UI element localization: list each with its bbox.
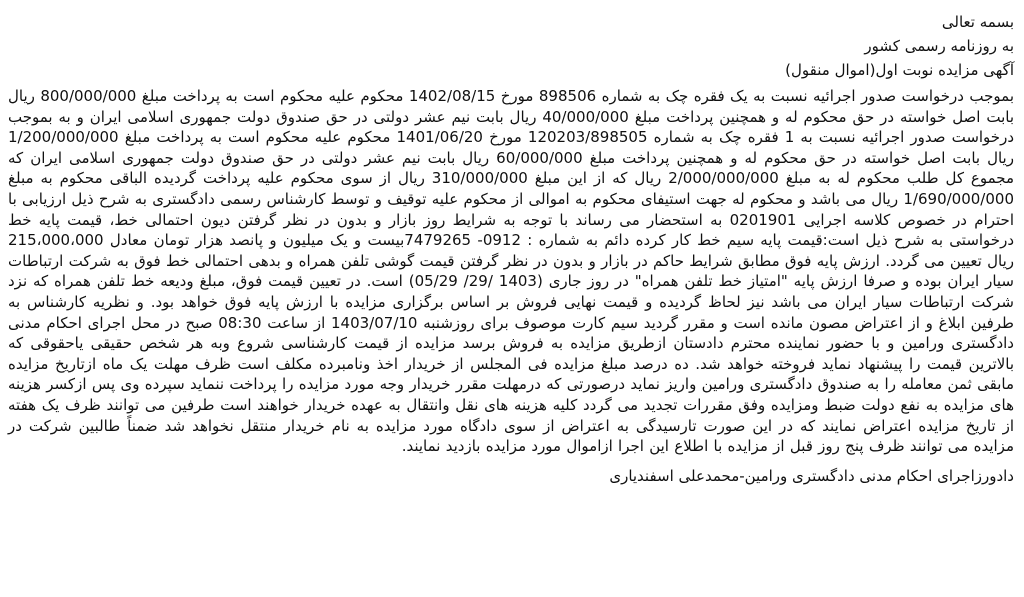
- signature-line: دادورزاجرای احکام مدنی دادگستری ورامین-محمدعلی اسفندیاری: [609, 466, 1014, 485]
- recipient-line: به روزنامه رسمی کشور: [864, 37, 1014, 55]
- notice-body: بموجب درخواست صدور اجرائیه نسبت به یک فقره چک به شماره 898506 مورخ 1402/08/15 محکوم علیه محکوم است به پرداخت مبلغ 800/000/000 ریال بابت اصل خواسته در حق محکوم له و همچنین پرداخت مبلغ 40/000/000 ریال بابت نیم عشر دولتی در حق صندوق دولت جمهوری اسلامی ایران و به بموجب درخواست صدور اجرائیه نسبت به 1 فقره چک به شماره 120203/898505 مورخ 1401/06/20 محکوم علیه محکوم است به پرداخت مبلغ 1/200/000/000 ریال بابت اصل خواسته در حق محکوم له و همچنین پرداخت مبلغ 60/000/000 ریال بابت نیم عشر دولتی در حق صندوق دولت جمهوری اسلامی ایران که مجموع کل طلب محکوم له به مبلغ 2/000/000/000 ریال که از این مبلغ 310/000/000 ریال از سوی محکوم علیه پرداخت گردیده الباقی محکوم به مبلغ 1/690/000/000 ریال می باشد و محکوم له جهت استیفای محکوم به اموالی از محکوم علیه توقیف و توسط کارشناس رسمی دادگستری به شرح ذیل ارزیابی با احترام در خصوص کلاسه اجرایی 0201901 به استحضار می رساند با توجه به شرایط روز بازار و بدون در نظر گرفتن دیون احتمالی خط، قیمت پایه خط درخواستی به شرح ذیل است:قیمت پایه سیم خط کار کرده دائم به شماره : 0912- 7479265بیست و یک میلیون و پانصد هزار تومان معادل 215،000،000 ریال تعیین می گردد. ارزش پایه فوق مطابق شرایط حاکم در بازار و بدون در نظر گرفتن قیمت گوشی تلفن همراه و بدهی احتمالی خط فوق به شرکت ارتباطات سیار ایران بوده و صرفا ارزش پایه "امتیاز خط تلفن همراه" در روز جاری (1403 /29/ 05/29) است. در تعیین قیمت فوق، مبلغ ودیعه خط تلفن همراه که نزد شرکت ارتباطات سیار ایران می باشد نیز لحاظ گردیده و قیمت نهایی فروش بر اساس برگزاری مزایده با ارزش پایه فوق خواهد بود. و نظریه کارشناس به طرفین ابلاغ و از اعتراض مصون مانده است و مقرر گردید سیم کارت موصوف برای روزشنبه 1403/07/10 از ساعت 08:30 صبح در محل اجرای احکام مدنی دادگستری ورامین و با حضور نماینده محترم دادستان ازطریق مزایده به فروش برسد مزایده از قیمت کارشناسی شروع وبه هر شخص حقیقی یاحقوقی که بالاترین قیمت را پیشنهاد نماید فروخته خواهد شد. ده درصد مبلغ مزایده فی المجلس از خریدار اخذ ونامبرده مکلف است ظرف مهلت یک ماه ازتاریخ مزایده مابقی ثمن معامله را به صندوق دادگستری ورامین واریز نماید درصورتی که درمهلت مقرر خریدار وجه مورد مزایده را پرداخت ننماید سپرده وی پس ازکسر هزینه های مزایده به نفع دولت ضبط ومزایده وفق مقررات تجدید می گردد کلیه هزینه های نقل وانتقال به عهده خریدار خواهند است طرفین می توانند ظرف یک هفته از تاریخ مزایده اعتراض نمایند که در این صورت تارسیدگی به اعتراض از سوی دادگاه مورد مزایده به نام خریدار منتقل نخواهد شد ضمناً طالبین شرکت در مزایده می توانند ظرف پنج روز قبل از مزایده با اطلاع این اجرا ازاموال مورد مزایده بازدید نمایند.: [8, 87, 1015, 456]
- notice-title: آگهی مزایده نوبت اول(اموال منقول): [785, 61, 1014, 79]
- basmala-heading: بسمه تعالی: [941, 13, 1014, 31]
- notice-page: [8, 4, 1014, 593]
